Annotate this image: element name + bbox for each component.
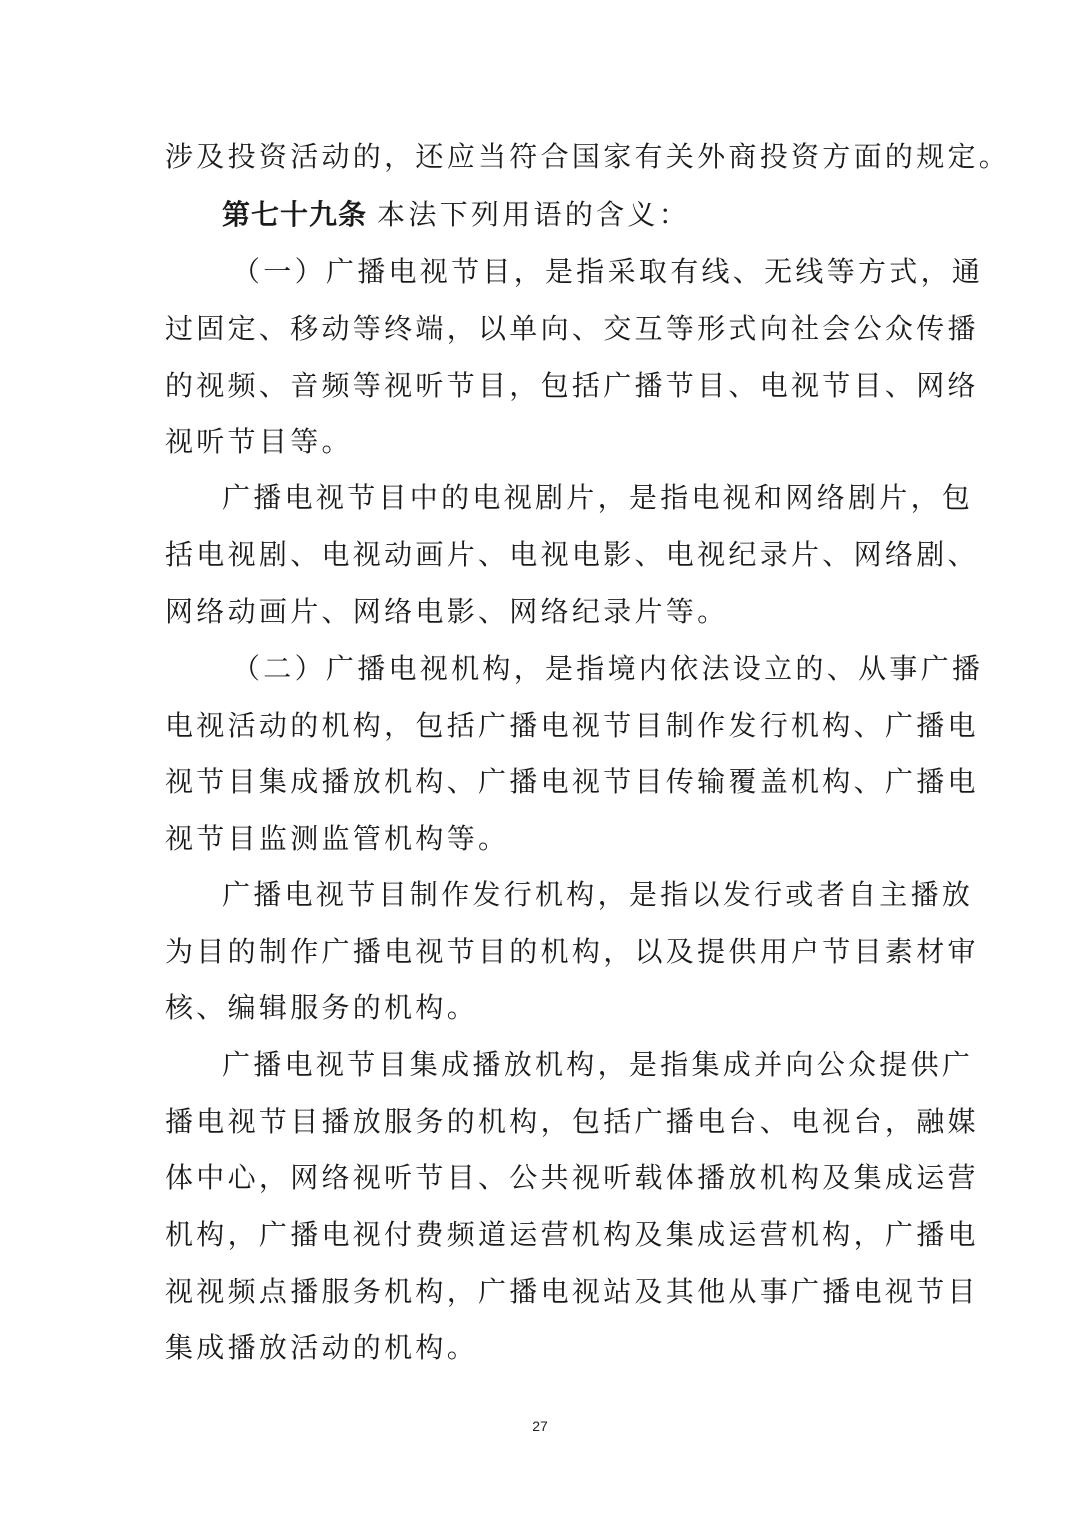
text-line: 广播电视节目制作发行机构，是指以发行或者自主播放 (222, 878, 974, 911)
page-number: 27 (532, 1418, 548, 1434)
text-line: 的视频、音频等视听节目，包括广播节目、电视节目、网络 (165, 369, 979, 402)
text-line: 括电视剧、电视动画片、电视电影、电视纪录片、网络剧、 (165, 538, 979, 571)
text-line: 机构，广播电视付费频道运营机构及集成运营机构，广播电 (165, 1218, 979, 1251)
text-line: （一）广播电视节目，是指采取有线、无线等方式，通 (232, 255, 984, 288)
text-line: 涉及投资活动的，还应当符合国家有关外商投资方面的规定。 (165, 140, 1011, 173)
text-line: 网络动画片、网络电影、网络纪录片等。 (165, 595, 729, 628)
article-line (222, 195, 935, 235)
text-line: 广播电视节目中的电视剧片，是指电视和网络剧片，包 (222, 481, 974, 514)
text-line: 体中心，网络视听节目、公共视听载体播放机构及集成运营 (165, 1161, 979, 1194)
text-line: 视视频点播服务机构，广播电视站及其他从事广播电视节目 (165, 1275, 979, 1308)
text-line: （二）广播电视机构，是指境内依法设立的、从事广播 (232, 652, 984, 685)
article-intro: 本法下列用语的含义： (377, 198, 691, 231)
text-line: 播电视节目播放服务的机构，包括广播电台、电视台，融媒 (165, 1105, 979, 1138)
text-line: 视节目集成播放机构、广播电视节目传输覆盖机构、广播电 (165, 765, 979, 798)
article-heading: 第七十九条 (222, 198, 368, 231)
text-line: 过固定、移动等终端，以单向、交互等形式向社会公众传播 (165, 312, 979, 345)
text-line: 为目的制作广播电视节目的机构，以及提供用户节目素材审 (165, 935, 979, 968)
text-line: 广播电视节目集成播放机构，是指集成并向公众提供广 (222, 1048, 974, 1081)
text-line: 集成播放活动的机构。 (165, 1331, 479, 1364)
text-line: 视节目监测监管机构等。 (165, 822, 510, 855)
text-line: 视听节目等。 (165, 425, 353, 458)
text-line: 核、编辑服务的机构。 (165, 991, 479, 1024)
text-line: 电视活动的机构，包括广播电视节目制作发行机构、广播电 (165, 709, 979, 742)
